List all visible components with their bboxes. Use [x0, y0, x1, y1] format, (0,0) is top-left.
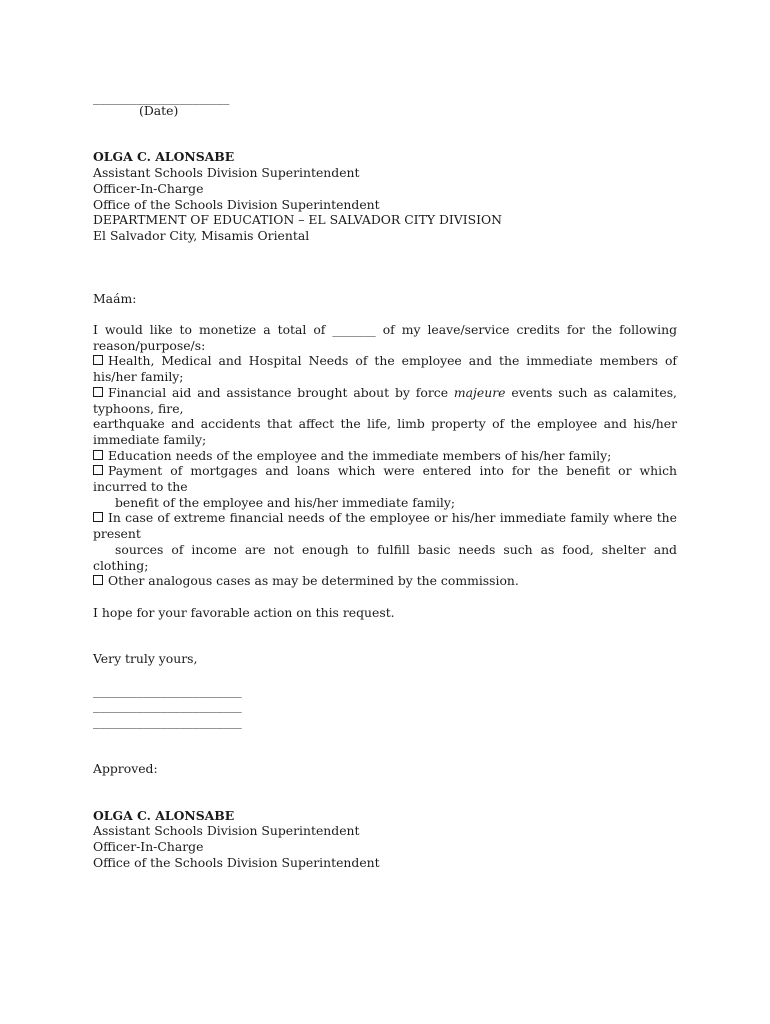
addressee-office: Office of the Schools Division Superintendent: [93, 196, 380, 212]
reason-text-emphasis: majeure: [453, 384, 506, 400]
signature-line: ________________________: [93, 698, 242, 714]
reason-text: Financial aid and assistance brought about by force: [108, 384, 454, 400]
letter-body: [93, 322, 677, 620]
reason-item-financial-aid-continued: earthquake and accidents that affect the life, limb property of the employee and his/her immediate family;: [93, 416, 677, 447]
salutation: Maám:: [93, 290, 137, 306]
closing-request: I hope for your favorable action on this request.: [93, 604, 395, 620]
reason-item-financial-aid: [93, 385, 677, 416]
addressee-location: El Salvador City, Misamis Oriental: [93, 227, 310, 243]
reason-item-mortgage: [93, 463, 677, 494]
approver-name: OLGA C. ALONSABE: [93, 807, 235, 823]
reason-text: In case of extreme financial needs of the employee or his/her immediate family where the present: [93, 510, 677, 542]
addressee-title: Assistant Schools Division Superintendent: [93, 165, 360, 181]
reason-text: Health, Medical and Hospital Needs of the employee and the immediate members of his/her family;: [93, 353, 677, 385]
signature-line: ________________________: [93, 682, 242, 698]
approval-block: [93, 761, 677, 871]
checkbox[interactable]: [93, 465, 103, 475]
reason-text: Payment of mortgages and loans which were entered into for the benefit or which incurred to the: [93, 463, 677, 495]
checkbox[interactable]: [93, 512, 103, 522]
reason-text: Other analogous cases as may be determined by the commission.: [108, 573, 519, 589]
checkbox[interactable]: [93, 450, 103, 460]
intro-paragraph: I would like to monetize a total of _______ of my leave/service credits for the following reason/purpose/s:: [93, 322, 677, 353]
approval-label: Approved:: [93, 760, 158, 776]
addressee-department: DEPARTMENT OF EDUCATION – EL SALVADOR CITY DIVISION: [93, 212, 503, 228]
date-label: (Date): [139, 102, 179, 118]
reason-item-extreme-need-continued: [93, 542, 677, 573]
reason-text: events such as calamites, typhoons, fire,: [93, 384, 677, 416]
approver-title: Assistant Schools Division Superintendent: [93, 823, 360, 839]
signature-line: ________________________: [93, 714, 242, 730]
reason-item-other: [93, 573, 677, 589]
signoff-block: [93, 651, 677, 730]
addressee-role: Officer-In-Charge: [93, 180, 204, 196]
reason-item-health: [93, 353, 677, 384]
closing-phrase: Very truly yours,: [93, 651, 198, 667]
checkbox[interactable]: [93, 575, 103, 585]
letter-page: [93, 90, 677, 870]
checkbox[interactable]: [93, 355, 103, 365]
reason-item-extreme-need: [93, 510, 677, 541]
approver-office: Office of the Schools Division Superintendent: [93, 854, 380, 870]
addressee-block: [93, 149, 677, 243]
reason-text: Education needs of the employee and the immediate members of his/her family;: [108, 447, 612, 463]
approver-role: Officer-In-Charge: [93, 838, 204, 854]
checkbox[interactable]: [93, 387, 103, 397]
reason-item-mortgage-continued: benefit of the employee and his/her immediate family;: [115, 494, 456, 510]
date-line: ______________________: [93, 90, 230, 105]
addressee-name: OLGA C. ALONSABE: [93, 149, 235, 165]
reason-item-education: [93, 448, 677, 464]
reason-text: sources of income are not enough to fulfill basic needs such as food, shelter and clothing;: [93, 541, 677, 573]
